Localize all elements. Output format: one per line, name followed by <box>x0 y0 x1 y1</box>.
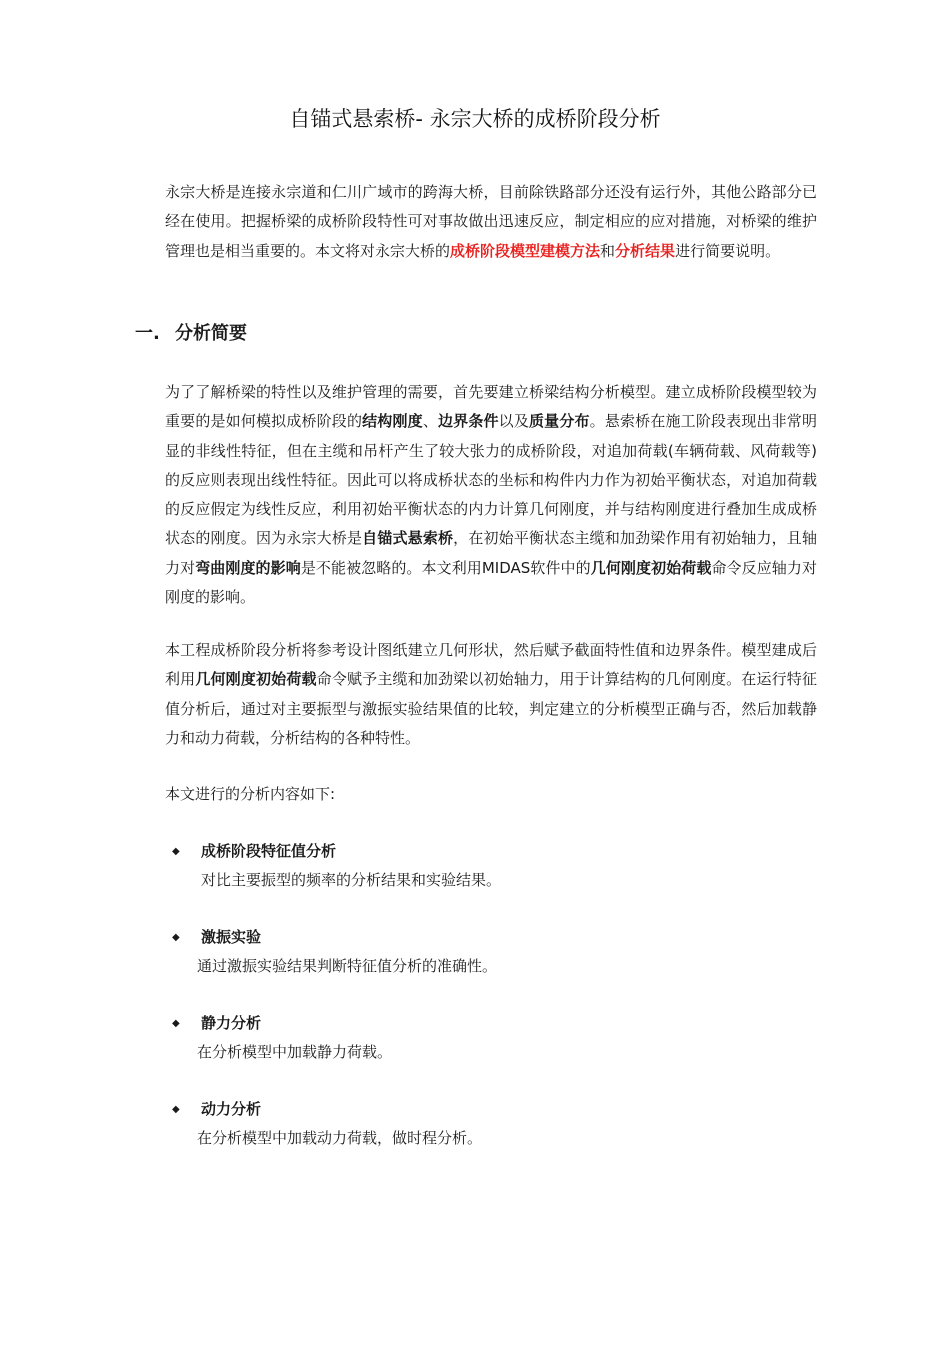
list-item-description: 对比主要振型的频率的分析结果和实验结果。 <box>201 871 502 889</box>
list-item-description: 在分析模型中加载静力荷载。 <box>197 1043 393 1061</box>
list-item-label: 激振实验 <box>201 928 262 946</box>
list-item-label: 动力分析 <box>201 1100 262 1118</box>
list-item-label: 成桥阶段特征值分析 <box>201 842 337 860</box>
document-title: 自锚式悬索桥- 永宗大桥的成桥阶段分析 <box>289 107 661 131</box>
para2-bold-geometric-stiffness: 几何刚度初始荷载 <box>195 670 317 689</box>
bullet-diamond-icon: ◆ <box>172 846 180 857</box>
section-heading <box>135 320 247 348</box>
intro-highlight-analysis-results: 分析结果 <box>615 241 676 260</box>
list-item-label: 静力分析 <box>201 1014 262 1032</box>
bullet-diamond-icon: ◆ <box>172 1018 180 1029</box>
para1-text-5: ，在初始平衡状态主缆和加劲梁作用有初始轴力，且轴力对 <box>165 529 817 577</box>
para1-bold-geometric-stiffness: 几何刚度初始荷载 <box>590 558 712 577</box>
para1-text-7: 命令反应轴力对刚度的影响。 <box>165 558 817 607</box>
list-item-dynamic-analysis <box>172 1096 261 1123</box>
para1-bold-bending-stiffness: 弯曲刚度的影响 <box>195 558 301 577</box>
intro-highlight-modeling-method: 成桥阶段模型建模方法 <box>450 241 601 260</box>
para1-text-1: 为了了解桥梁的特性以及维护管理的需要，首先要建立桥梁结构分析模型。建立成桥阶段模型较为重要的是如何模拟成桥阶段的 <box>165 383 817 431</box>
para1-bold-boundary-conditions: 边界条件 <box>437 412 499 431</box>
para1-text-2: 、 <box>422 412 438 431</box>
list-item-eigenvalue <box>172 838 336 865</box>
analysis-paragraph-2 <box>165 636 817 753</box>
para1-text-6: 是不能被忽略的。本文利用MIDAS软件中的 <box>300 558 591 577</box>
para2-text-1: 本工程成桥阶段分析将参考设计图纸建立几何形状，然后赋予截面特性值和边界条件。模型建成后利用 <box>165 641 817 689</box>
list-item-description: 通过激振实验结果判断特征值分析的准确性。 <box>197 957 498 975</box>
analysis-paragraph-1 <box>165 378 817 612</box>
para1-text-3: 以及 <box>498 412 529 431</box>
list-item-vibration-test <box>172 924 261 951</box>
list-item-static-analysis <box>172 1010 261 1037</box>
intro-text-2: 和 <box>600 241 616 260</box>
section-title: 分析简要 <box>175 323 247 344</box>
para1-bold-mass-distribution: 质量分布 <box>529 412 590 431</box>
para1-text-4: 。悬索桥在施工阶段表现出非常明显的非线性特征，但在主缆和吊杆产生了较大张力的成桥阶段，对追加荷载(车辆荷载、风荷载等)的反应则表现出线性特征。因此可以将成桥状态的坐标和构件内力作为初始平衡状态，对追加荷载的反应假定为线性反应，利用初始平衡状态的内力计算几何刚度，并与结构刚度进行叠加生成成桥状态的刚度。因为永宗大桥是 <box>165 412 817 548</box>
intro-text-3: 进行简要说明。 <box>675 241 781 260</box>
bullet-diamond-icon: ◆ <box>172 932 180 943</box>
analysis-list-intro: 本文进行的分析内容如下: <box>165 785 336 803</box>
bullet-diamond-icon: ◆ <box>172 1104 180 1115</box>
para1-bold-self-anchored: 自锚式悬索桥 <box>362 529 454 548</box>
section-number: 一. <box>135 323 160 344</box>
list-item-description: 在分析模型中加载动力荷载，做时程分析。 <box>197 1129 483 1147</box>
para1-bold-structure-stiffness: 结构刚度 <box>362 412 423 431</box>
para2-text-2: 命令赋予主缆和加劲梁以初始轴力，用于计算结构的几何刚度。在运行特征值分析后，通过对主要振型与激振实验结果值的比较，判定建立的分析模型正确与否，然后加载静力和动力荷载，分析结构的各种特性。 <box>165 670 817 747</box>
intro-text-1: 永宗大桥是连接永宗道和仁川广域市的跨海大桥，目前除铁路部分还没有运行外，其他公路部分已经在使用。把握桥梁的成桥阶段特性可对事故做出迅速反应，制定相应的应对措施，对桥梁的维护管理也是相当重要的。本文将对永宗大桥的 <box>165 183 817 260</box>
intro-paragraph <box>165 178 817 266</box>
